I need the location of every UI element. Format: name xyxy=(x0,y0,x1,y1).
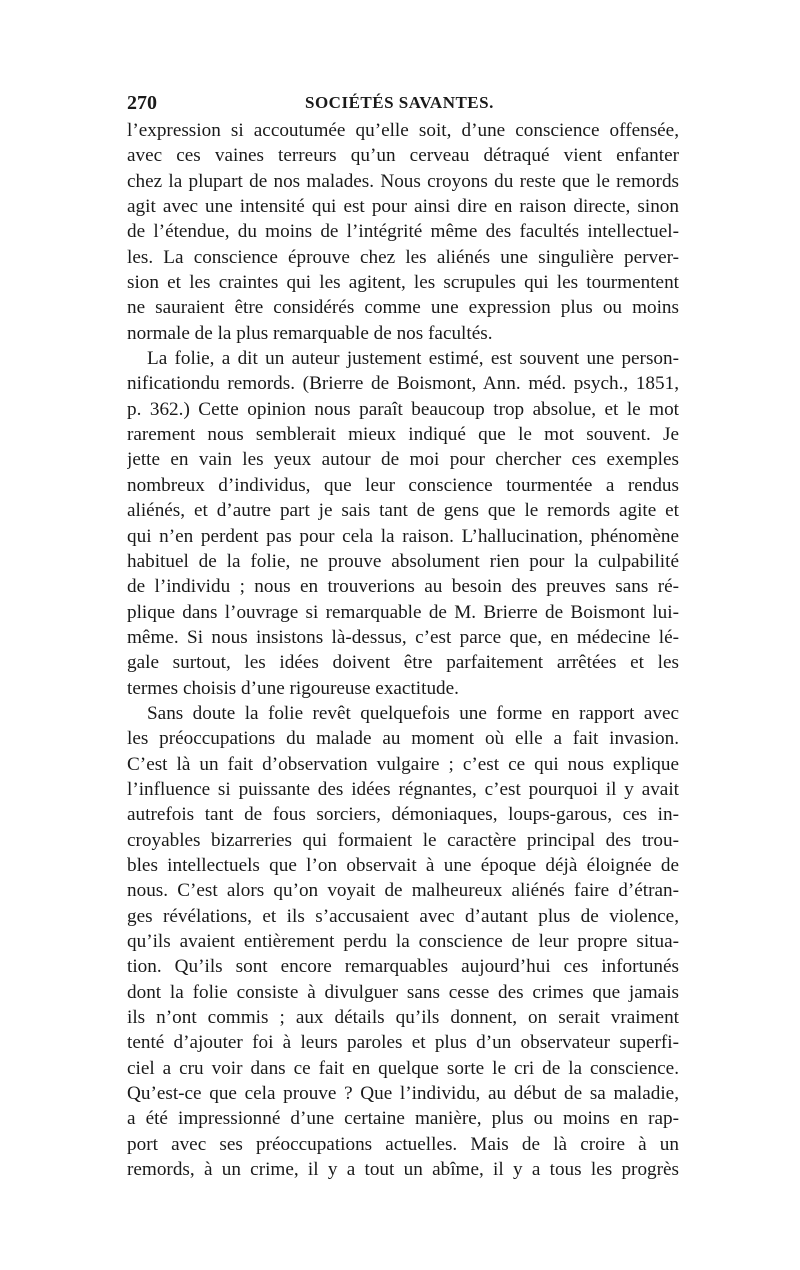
text-line: nombreux d’individus, que leur conscience tourmentée a rendus xyxy=(127,474,679,496)
text-line: l’expression si accoutumée qu’elle soit, d’une conscience offensée, xyxy=(127,120,679,141)
text-line: nous. C’est alors qu’on voyait de malheureux aliénés faire d’étran- xyxy=(127,880,679,902)
text-line: tion. Qu’ils sont encore remarquables aujourd’hui ces infortunés xyxy=(127,956,679,978)
text-line: Qu’est-ce que cela prouve ? Que l’individu, au début de sa maladie, xyxy=(127,1083,679,1105)
text-line: jette en vain les yeux autour de moi pour chercher ces exemples xyxy=(127,449,679,471)
text-line: même. Si nous insistons là-dessus, c’est parce que, en médecine lé- xyxy=(127,626,679,648)
text-line: rarement nous semblerait mieux indiqué que le mot souvent. Je xyxy=(127,424,679,446)
text-line: ges révélations, et ils s’accusaient avec d’autant plus de violence, xyxy=(127,905,679,927)
text-line: p. 362.) Cette opinion nous paraît beaucoup trop absolue, et le mot xyxy=(127,398,679,420)
text-line: qu’ils avaient entièrement perdu la conscience de leur propre situa- xyxy=(127,931,679,952)
text-line: de l’individu ; nous en trouverions au besoin des preuves sans ré- xyxy=(127,576,679,598)
page-header xyxy=(127,88,679,118)
text-line: tenté d’ajouter foi à leurs paroles et plus d’un observateur superfi- xyxy=(127,1032,679,1054)
text-line: ciel a cru voir dans ce fait en quelque sorte le cri de la conscience. xyxy=(127,1057,679,1079)
page-number: 270 xyxy=(127,92,157,114)
text-line: remords, à un crime, il y a tout un abîme, il y a tous les progrès xyxy=(127,1159,679,1181)
text-line: l’influence si puissante des idées régnantes, c’est pourquoi il y avait xyxy=(127,778,679,800)
text-line: gale surtout, les idées doivent être parfaitement arrêtées et les xyxy=(127,652,679,674)
text-line: aliénés, et d’autre part je sais tant de gens que le remords agite et xyxy=(127,500,679,522)
body-text xyxy=(127,118,679,1182)
book-page xyxy=(127,88,679,1182)
text-line: les préoccupations du malade au moment où elle a fait invasion. xyxy=(127,728,679,750)
text-line: C’est là un fait d’observation vulgaire ; c’est ce qui nous explique xyxy=(127,753,679,775)
text-line: les. La conscience éprouve chez les aliénés une singulière perver- xyxy=(127,246,679,268)
text-line: ne sauraient être considérés comme une expression plus ou moins xyxy=(127,297,679,319)
text-line: port avec ses préoccupations actuelles. Mais de là croire à un xyxy=(127,1133,679,1155)
text-line: de l’étendue, du moins de l’intégrité même des facultés intellectuel- xyxy=(127,221,679,243)
text-line: La folie, a dit un auteur justement estimé, est souvent une person- xyxy=(147,348,679,370)
text-line: autrefois tant de fous sorciers, démoniaques, loups-garous, ces in- xyxy=(127,804,679,826)
text-line: chez la plupart de nos malades. Nous croyons du reste que le remords xyxy=(127,170,679,192)
text-line: normale de la plus remarquable de nos facultés. xyxy=(127,322,493,344)
text-line: ils n’ont commis ; aux détails qu’ils donnent, on serait vraiment xyxy=(127,1007,679,1029)
text-line: nificationdu remords. (Brierre de Boismont, Ann. méd. psych., 1851, xyxy=(127,373,679,395)
text-line: bles intellectuels que l’on observait à une époque déjà éloignée de xyxy=(127,854,679,876)
text-line: croyables bizarreries qui formaient le caractère principal des trou- xyxy=(127,829,679,851)
text-line: dont la folie consiste à divulguer sans cesse des crimes que jamais xyxy=(127,981,679,1003)
text-line: avec ces vaines terreurs qu’un cerveau détraqué vient enfanter xyxy=(127,145,679,167)
text-line: termes choisis d’une rigoureuse exactitude. xyxy=(127,677,459,699)
text-line: a été impressionné d’une certaine manière, plus ou moins en rap- xyxy=(127,1108,679,1130)
text-line: qui n’en perdent pas pour cela la raison. L’hallucination, phénomène xyxy=(127,525,679,547)
text-line: sion et les craintes qui les agitent, les scrupules qui les tourmentent xyxy=(127,272,679,294)
running-head: SOCIÉTÉS SAVANTES. xyxy=(305,93,494,112)
text-line: agit avec une intensité qui est pour ainsi dire en raison directe, sinon xyxy=(127,196,679,218)
text-line: Sans doute la folie revêt quelquefois une forme en rapport avec xyxy=(147,702,679,724)
text-line: plique dans l’ouvrage si remarquable de M. Brierre de Boismont lui- xyxy=(127,601,679,623)
text-line: habituel de la folie, ne prouve absolument rien pour la culpabilité xyxy=(127,550,679,572)
